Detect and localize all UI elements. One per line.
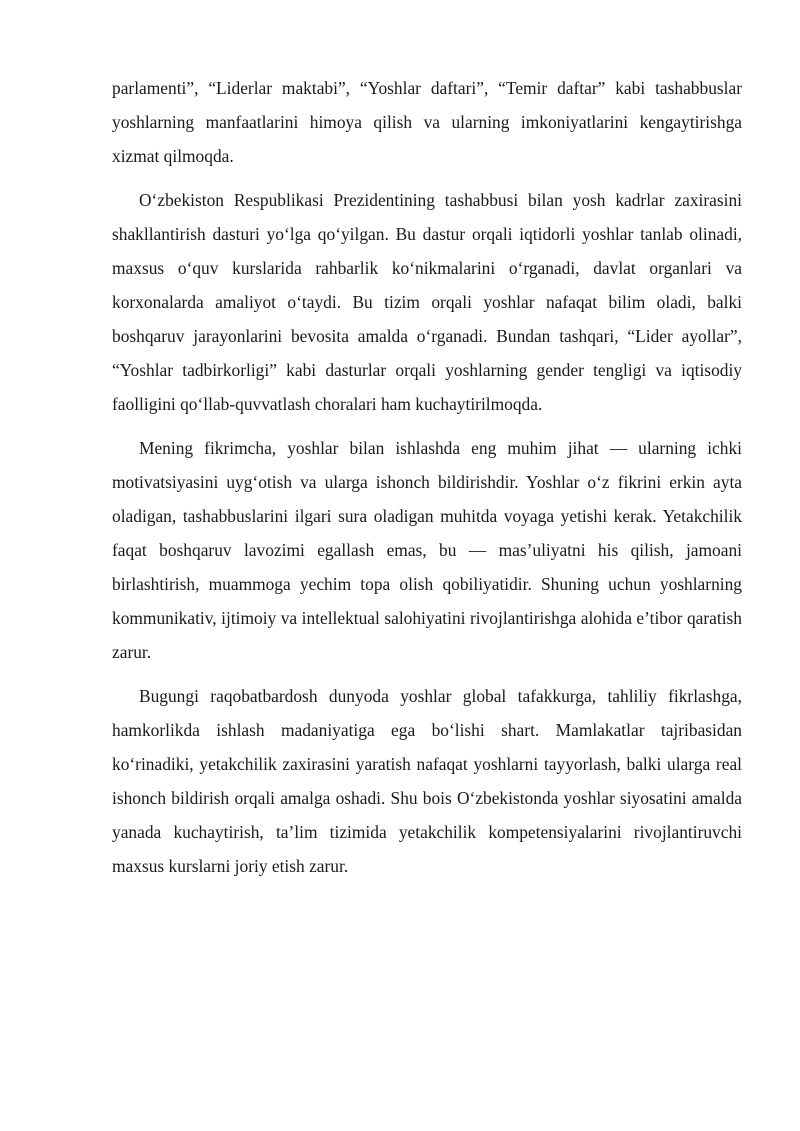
paragraph-conclusion: Bugungi raqobatbardosh dunyoda yoshlar global tafakkurga, tahliliy fikrlashga, hamkorlikda ishlash madaniyatiga ega bo‘lishi shart. Mamlakatlar tajribasidan ko‘rinadiki, yetakchilik zaxirasini yaratish nafaqat yoshlarni tayyorlash, balki ularga real ishonch bildirish orqali amalga oshadi. Shu bois O‘zbekistonda yoshlar siyosatini amalda yanada kuchaytirish, ta’lim tizimida yetakchilik kompetensiyalarini rivojlantiruvchi maxsus kurslarni joriy etish zarur. <box>112 686 742 876</box>
paragraph-gap <box>112 173 742 183</box>
document-body <box>112 71 742 883</box>
paragraph-gap <box>112 421 742 431</box>
paragraph-gap <box>112 669 742 679</box>
paragraph-continuation: parlamenti”, “Liderlar maktabi”, “Yoshlar daftari”, “Temir daftar” kabi tashabbuslar yoshlarning manfaatlarini himoya qilish va ularning imkoniyatlarini kengaytirishga xizmat qilmoqda. <box>112 78 742 166</box>
paragraph-author-opinion: Mening fikrimcha, yoshlar bilan ishlashda eng muhim jihat — ularning ichki motivatsiyasini uyg‘otish va ularga ishonch bildirishdir. Yoshlar o‘z fikrini erkin ayta oladigan, tashabbuslarini ilgari sura oladigan muhitda voyaga yetishi kerak. Yetakchilik faqat boshqaruv lavozimi egallash emas, bu — mas’uliyatni his qilish, jamoani birlashtirish, muammoga yechim topa olish qobiliyatidir. Shuning uchun yoshlarning kommunikativ, ijtimoiy va intellektual salohiyatini rivojlantirishga alohida e’tibor qaratish zarur. <box>112 438 742 662</box>
paragraph-youth-reserve-program: O‘zbekiston Respublikasi Prezidentining tashabbusi bilan yosh kadrlar zaxirasini shakllantirish dasturi yo‘lga qo‘yilgan. Bu dastur orqali iqtidorli yoshlar tanlab olinadi, maxsus o‘quv kurslarida rahbarlik ko‘nikmalarini o‘rganadi, davlat organlari va korxonalarda amaliyot o‘taydi. Bu tizim orqali yoshlar nafaqat bilim oladi, balki boshqaruv jarayonlarini bevosita amalda o‘rganadi. Bundan tashqari, “Lider ayollar”, “Yoshlar tadbirkorligi” kabi dasturlar orqali yoshlarning gender tengligi va iqtisodiy faolligini qo‘llab-quvvatlash choralari ham kuchaytirilmoqda. <box>112 190 742 414</box>
